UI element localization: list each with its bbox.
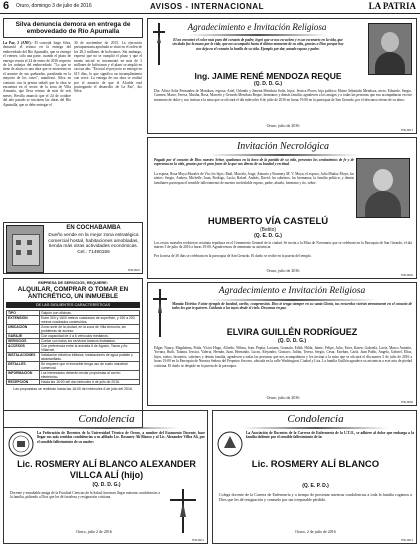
- table-row: RECEPCIÓN Hasta las 16:00 del día miércoles 6 de julio de 2016.: [7, 380, 140, 385]
- ad2-body-2: Por la misa de 30 días se celebrará en la parroquia de San Gerardo. El duelo se recibe en la puerta del templo.: [154, 254, 312, 258]
- ad-cochabamba: [3, 222, 143, 274]
- ad-code: 87R-6902: [401, 273, 413, 277]
- university-seal-icon: [8, 431, 34, 457]
- portrait-photo: [356, 158, 410, 218]
- ad3-place: Oruro, julio de 2016: [266, 395, 300, 400]
- page-number: 6: [3, 0, 10, 12]
- ad3-name: ELVIRA GUILLÉN RODRÍGUEZ: [226, 327, 358, 337]
- services-table: [6, 310, 140, 385]
- ad-agradecimiento-2: [147, 282, 417, 406]
- ad2-title: Invitación Necrológica: [236, 141, 330, 152]
- ad2-body: Los restos mortales recibieron cristiana sepultura en el Cementerio General de la ciudad. Se invita a la Misa de Novenario que se celebrará en la Parroquia de San Gerardo, el día martes 5 de julio de 2016 a horas 19:00. Agradecemos de antemano su asistencia.: [154, 241, 412, 250]
- ad5-body: La Asociación de Docentes de la Carrera de Enfermería de la U.T.O., se adhiere al dolor que embarga a la familia doliente por el sensible fallecimiento de la:: [246, 431, 414, 440]
- section-title: AVISOS - INTERNACIONAL: [150, 2, 264, 11]
- ad5-name: Lic. ROSMERY ALÍ BLANCO: [251, 459, 380, 470]
- ad3-body: Edgar, Nancy, Magdalena, Frida, Víctor Hugo, Alfredo, Wilma, Ivan, Pepita, Luciana, Gonzalo, Edith, Hilda, Jaime, Felipe, Julio, Ester, Karen, Gabriela, Lucía, Marco Antonio, Yovana, Ruth, Tatiana, Jessica, Valeria, Hernán, Juan, Hernando, Lucas, Alejandro, Gustavo, Julián, Teresa, Sergio, Cesar, Esteban, Carla, Juan Pablo, Angela, Gabriel, Elías, hijos, nietos, bisnietos, sobrinos y demás familia, agradecen a todas las personas que nos acompañaron y los invitan a la misa que se oficiará el día martes 5 de julio de 2016 a horas 19:00 en la Parroquia de Nuestra Señora del Perpetuo Socorro, ubicada en la calle Washington, Ciudad y Lira. La familia Guillén agradece su asistencia a este acto de piedad cristiana. El duelo se despide en la puerta de la parroquia.: [154, 346, 412, 368]
- table-row: DETALLES Se requiere que el inmueble tenga uso de suelo industrial comercial.: [7, 362, 140, 371]
- ad2-nickname: (Betito): [259, 227, 277, 233]
- table-row: INFORMACIÓN Los interesados deberán enviar propuestas al correo electrónico.: [7, 371, 140, 380]
- association-seal-icon: [217, 431, 243, 457]
- ad2-place: Oruro, julio de 2016: [266, 268, 300, 273]
- ad-code: 87R-6912: [192, 538, 204, 542]
- ad-code: 87R-6904: [401, 400, 413, 404]
- ad-cochabamba-title: EN COCHABAMBA: [66, 225, 121, 231]
- ad1-rip: (Q. D. D. G.): [253, 81, 283, 87]
- ad-code: 87R-6910: [128, 268, 140, 272]
- building-photo: [6, 225, 44, 273]
- news-column-2: 30 de noviembre de 2015. La ejecución presupuestaria aprobada se situó en el orden de los 28,3 millones de bolivianos. Sin embargo, expresó que no se cumplió el plazo y que el monto inicial se incrementó en más de 3 millones de bolivianos y el plazo se amplió en casi un año. "En total el proyecto se entregó en 615 días, lo que significa un incumplimiento con crece. La entrega de esa obra se realizó por el anuncio de que el Alcalde está postergando el desarrollo de La Paz", dio Silva.: [74, 41, 142, 94]
- news-article: [3, 18, 143, 218]
- ad-condolencia-1: [3, 410, 208, 544]
- ad2-family: La esposa, Rosa Moya Morales de Vía; los hijos: Raúl, Marcela, Jorge, Antonio y Rosmery M. V. Moya; el esposo, Julio Muñoz Moya; los nietos: Sergio, Andrea, Michelle, Juan, Rodrigo, Lucía; Rafael, Andrés, David; los sobrinos; los hermanos; la familia política; y demás familiares participan el sensible fallecimiento de nuestro inolvidable esposo, padre, abuelo, hermano y tío, señor:: [154, 172, 354, 185]
- ad-code: 87R-6911: [401, 538, 413, 542]
- table-row: INSTALACIONES Instalación eléctrica trifásica, instalaciones de agua potable y alcantarillado.: [7, 353, 140, 362]
- ad3-quote: Mamita Elvirita: Fuiste ejemplo de bondad, cariño, comprensión. Dios te tenga siempre en su santa Gloria, tus recuerdos vivirán eternamente en el corazón de todos los que te quieren. Cuidarás a los tuyos desde el cielo. Descansa en paz.: [172, 302, 412, 311]
- ad5-title: Condolencia: [287, 413, 344, 425]
- ad1-body: Dra. Alicia Soliz Fernandez de Mendoza, esposa; Ariel, Orlando y Jimena Mendoza Soliz, hijos; Jessica Flores, hija política; Mateo Sebastián Mendoza, nieto; Eduardo, Sergio, Carmen, Mario, Teresa, Martha, Rosa, Marcelo y Gerardo Mendoza Reque, hermanos y demás familia; agradecen a los amigos y a todas las personas que nos acompañaron en este momento de dolor y nos invitan a la misa que se oficiará el día miércoles 6 de julio de 2016 en horas 19:00 en la parroquia de San Gerardo, por el descanso eterno de su alma.: [154, 89, 412, 102]
- ad4-rip: (Q. D. D. G.): [92, 482, 121, 488]
- cross-icon: [152, 23, 166, 65]
- ad5-rip: (Q. E. P. D.): [302, 483, 329, 489]
- crucifix-icon: [166, 489, 200, 533]
- ad-condolencia-2: [212, 410, 417, 544]
- ad4-body-2: Docente y entrañable amiga de la Facultad Ciencias de la Salud; hacemos llegar nuestras condolencias a la familia, pidiendo a Dios que les dé fortaleza y resignación cristiana.: [10, 491, 160, 500]
- table-row: EXTENSIÓN Entre 300 y 1500 metros cuadrados de superficie, y 150 a 200 metros cuadrados construidos.: [7, 316, 140, 325]
- ad2-name: HUMBERTO VÍA CASTELÚ: [207, 216, 329, 227]
- ad1-quote: El no encontró el color más puro del corazón de padre, logró que se nos escuchen y es un escenario en la vida, que sin duda fue la mano por la vida, que nos acompañó hasta el último momento de su vida, gracias a Dios porque hoy nos deja en el corazón la huella de su vida. Ejemplo por dar, amado esposo y padre.: [172, 38, 344, 51]
- page-date: Oruro, domingo 3 de julio de 2016: [16, 3, 92, 9]
- ad4-place: Oruro, julio 2 de 2016: [76, 529, 112, 534]
- page-header: [0, 0, 420, 14]
- newspaper-brand: LA PATRIA: [368, 1, 416, 11]
- table-row: GARAJE Con capacidad de 4 a 6 vehículos medianos.: [7, 334, 140, 339]
- services-company: EMPRESA DE SERVICIOS, REQUIERE:: [38, 281, 108, 285]
- news-column-1-text: El concejal Jorge Silva, denunció el retraso en la entrega del embovedado del Río Apumalla, que se entregó el viernes, sólo una parte, cuando el plazo de entrega vencía el 24 de enero de 2016 respecto de los trabajos del embovedado. "Lo que se tiene de ahora es una obra que se encuentra en el arrastre de sus quebradas, paralizada en la mayoría de los casos", manifestó. Silva en contacto con la prensa señaló que la obra se encuentra en el sector de la zona de Villa Armonía, que lleva retraso de más de seis meses. Revilla anunció que el 24 de octubre del año pasado se iniciaron las obras del Río Apumalla, que se debe entregar el: [3, 41, 71, 107]
- table-row: TIPO Galpón con oficinas.: [7, 311, 140, 316]
- ad-invitacion-necrologica: [147, 137, 417, 279]
- services-title: ALQUILAR, COMPRAR O TOMAR EN ANTICRÉTICO, UN INMUEBLE: [17, 286, 129, 300]
- ad4-body: La Federación de Docentes de la Universidad Técnica de Oruro, a nombre del Estamento Docente, hace llegar sus más sentidas condolencias a su afiliado Lic. Rosmery Alí Blanco y al Lic. Alexander Villca Alí, por el sensible fallecimiento de su madre:: [37, 431, 205, 444]
- ad-services: [3, 278, 143, 428]
- news-column-1: [3, 41, 71, 218]
- table-row: SERVICIOS Contar con todos los servicios básicos instalados.: [7, 339, 140, 344]
- services-subtitle: DE LAS SIGUIENTES CARACTERÍSTICAS: [6, 302, 140, 308]
- ad3-rip: (Q. D. D. G.): [277, 338, 307, 344]
- services-footer: Las propuestas se recibirán hasta las 16:00 del miércoles 6 de julio del 2016.: [13, 387, 133, 391]
- table-row: UBICACIÓN Zona norte de la ciudad, en la zona de Villa Armonía, sin problemas de acceso.: [7, 325, 140, 334]
- ad4-name: Lic. ROSMERY ALÍ BLANCO ALEXANDER VILLCA ALÍ (hijo): [17, 459, 196, 480]
- ad3-title: Agradecimiento e Invitación Religiosa: [218, 286, 366, 296]
- ad1-place: Oruro, julio de 2016: [266, 123, 300, 128]
- ad-cochabamba-body: Dueño vende en la mejor zona estratégica comercial hostal, habitaciones amobladas, tienda más otras actividades económicas. Cel.: 71490156: [48, 233, 139, 255]
- ad2-rip: (Q. E. D. G.): [254, 233, 282, 239]
- ad1-title: Agradecimiento e Invitación Religiosa: [187, 22, 327, 32]
- news-dateline: La Paz, 2 (ANF).-: [3, 41, 33, 45]
- crucifix-icon: [152, 289, 168, 337]
- ad5-body-2: Colega docente de la Carrera de Enfermería y a tiempo de presentar nuestras condolencias a toda la familia rogamos a Dios que les dé resignación y consuelo por tan irreparable pérdida.: [219, 492, 412, 502]
- table-row: ACCESOS Con preferencia entre la avenida 6 de Agosto, Tacna y Av. Villarroel.: [7, 344, 140, 353]
- ad-code: 87R-6913: [401, 128, 413, 132]
- ad4-title: Condolencia: [78, 413, 135, 425]
- news-headline: Silva denuncia demora en entrega de embovedado de Río Apumalla: [3, 18, 143, 38]
- ad2-intro: Pagado por el corazón de Dios nuestro Señor, quedamos en la hora de la partida de su vida, presentes los sentimientos de fe y de esperanza en la vida, gracias por el gran favor de la que nos dieron de su bondad y rectitud.: [154, 158, 354, 167]
- ad5-place: Oruro, 2 de julio de 2016: [295, 529, 336, 534]
- portrait-photo: [368, 23, 412, 75]
- ad-agradecimiento-1: [147, 18, 417, 134]
- ad1-name: Ing. JAIME RENÉ MENDOZA REQUE: [194, 71, 342, 81]
